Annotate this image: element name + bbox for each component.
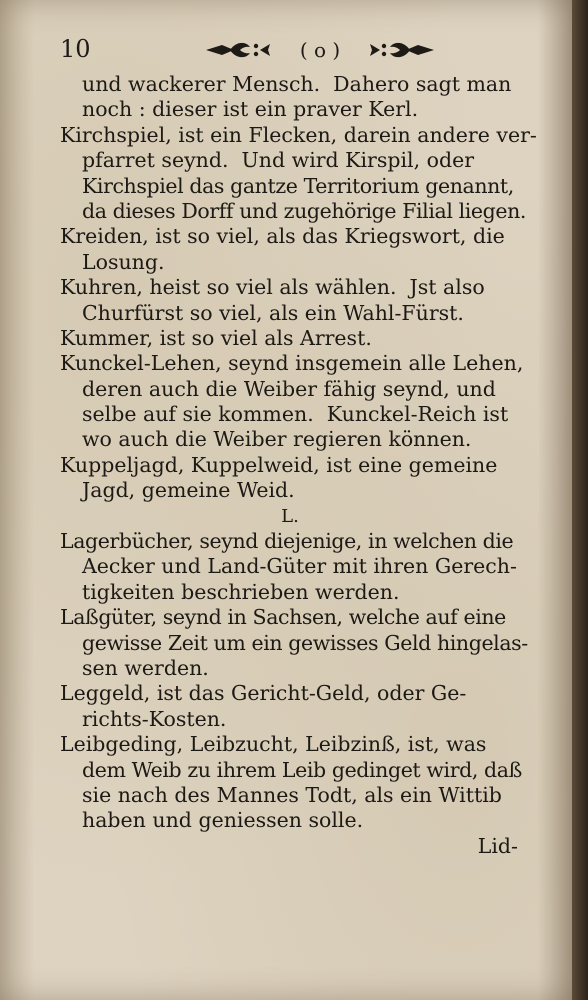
catchword: Lid- [477,833,518,858]
text-line: sie nach des Mannes Todt, als ein Wittib [82,782,502,807]
section-heading: L. [281,505,299,527]
text-line: selbe auf sie kommen. Kunckel-Reich ist [82,402,509,427]
text-line: deren auch die Weiber fähig seynd, und [82,376,496,401]
entry-line: Leggeld, ist das Gericht-Geld, oder Ge- [60,681,467,706]
text-line: Jagd, gemeine Weid. [82,478,295,503]
text-line: Aecker und Land-Güter mit ihren Gerech- [82,554,517,579]
entry-line: Kuppeljagd, Kuppelweid, ist eine gemeine [60,452,498,477]
page-header [60,34,516,64]
entry-line: Kirchspiel, ist ein Flecken, darein andere ver- [60,122,537,147]
entry-line: Kunckel-Lehen, seynd insgemein alle Lehen, [60,351,524,376]
header-center-text: ( o ) [299,38,341,62]
text-line: gewisse Zeit um ein gewisses Geld hingelas- [82,630,528,655]
text-line: Losung. [82,249,165,274]
entry-line: Kreiden, ist so viel, als das Kriegswort, die [60,224,505,249]
page-number: 10 [60,35,91,63]
text-line: sen werden. [82,655,209,680]
text-line: dem Weib zu ihrem Leib gedinget wird, daß [82,757,522,782]
entry-line: Kummer, ist so viel als Arrest. [60,325,372,350]
entry-line: Laßgüter, seynd in Sachsen, welche auf eine [60,605,506,630]
text-line: da dieses Dorff und zugehörige Filial liegen. [82,198,527,223]
text-line: wo auch die Weiber regieren können. [82,427,472,452]
text-line: Kirchspiel das gantze Territorium genannt, [82,173,514,198]
text-line: noch : dieser ist ein praver Kerl. [82,97,419,122]
entry-line: Kuhren, heist so viel als wählen. Jst also [60,275,485,300]
text-line: richts-Kosten. [82,706,227,731]
text-line: tigkeiten beschrieben werden. [82,579,400,604]
text-line: haben und geniessen solle. [82,808,364,833]
page-edge [572,0,588,1000]
entry-line: Leibgeding, Leibzucht, Leibzinß, ist, was [60,732,487,757]
text-line: und wackerer Mensch. Dahero sagt man [82,72,512,96]
entry-line: Lagerbücher, seynd diejenige, in welchen die [60,529,514,554]
text-line: pfarret seynd. Und wird Kirspil, oder [82,148,475,173]
page-text [60,72,537,859]
printer-ornament-icon [200,38,440,62]
text-line: Churfürst so viel, als ein Wahl-Fürst. [82,300,464,325]
